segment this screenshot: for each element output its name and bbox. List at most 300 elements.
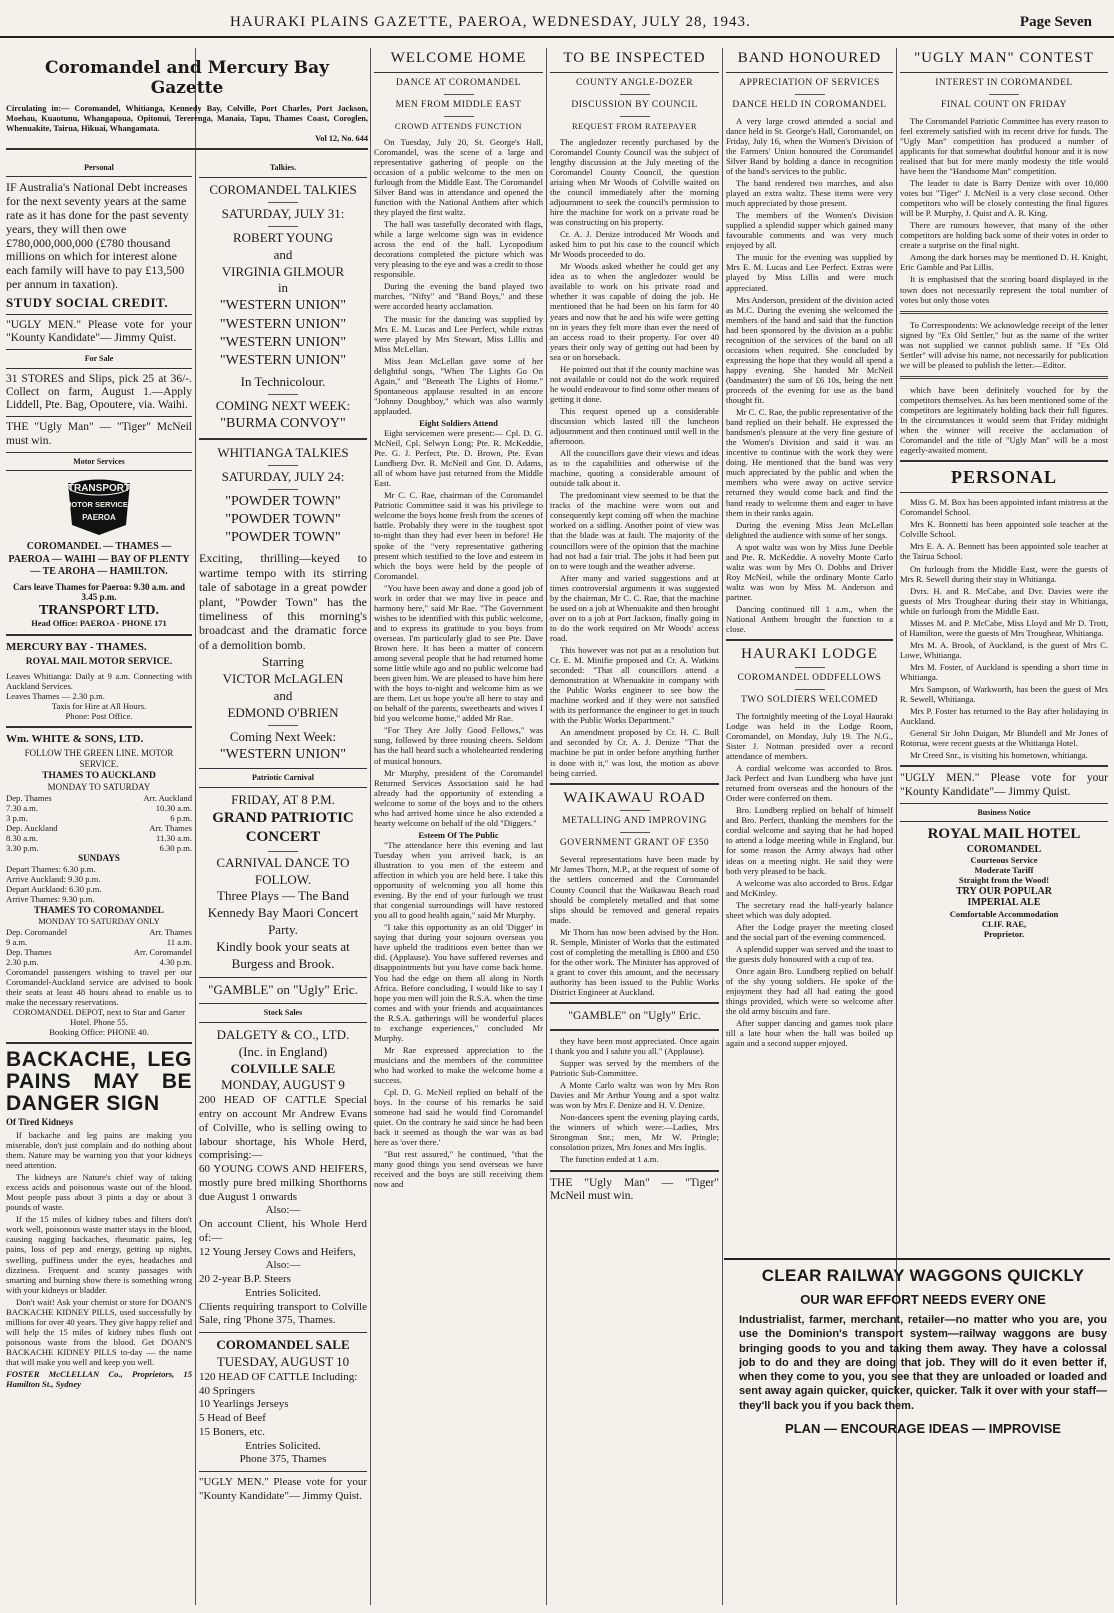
booking-office: Booking Office: PHONE 40.	[49, 1027, 149, 1038]
volume-number: Vol 12, No. 644	[315, 133, 368, 143]
ugly-p1: The Coromandel Patriotic Committee has every reason to feel extremely satisfied with its recent drive for funds. The "Ugly Man" competition has produced a number of applicants for that somewhat doubtful honour and it is now realised that but for mere manly modesty the title would have been the "Handsome Man" competition.	[900, 115, 1108, 176]
social-credit: STUDY SOCIAL CREDIT.	[6, 294, 169, 310]
band-p1: A very large crowd attended a social and dance held in St. George's Hall, Coromandel, on Friday, July 16, when the Women's Division of the Farmers' Union honoured the Coromandel Silver Band by holding a dance in recognition of the band's services to the public.	[726, 115, 893, 176]
tiger-ad: THE "Ugly Man" — "Tiger" McNeil must win.	[6, 421, 192, 447]
column-1	[6, 160, 192, 1608]
divider	[6, 314, 192, 315]
inspected-p10: An amendment proposed by Cr. H. C. Bull and seconded by Cr. A. J. Denize "That the machine be put in order before anything further is done with it," was lost, the motion as above being carried.	[550, 727, 719, 778]
timetable-cell: Arr. Auckland	[143, 792, 192, 803]
personal-item: Misses M. and P. McCabe, Miss Lloyd and Mr D. Trott, of Hamilton, were the guests of Mrs Troughear, Whitianga.	[900, 617, 1108, 638]
divider	[6, 368, 192, 369]
taxis: Taxis for Hire at All Hours.	[51, 701, 147, 712]
coming-next-week-2: Coming Next Week:	[229, 728, 337, 744]
gazette-banner	[6, 48, 368, 155]
welcome-sub-2: MEN FROM MIDDLE EAST	[395, 99, 522, 110]
ugly-men-ad-2: "UGLY MEN." Please vote for your "Kounty Kandidate"— Jimmy Quist.	[199, 1476, 367, 1502]
divider	[550, 1029, 719, 1031]
starring: Starring	[262, 654, 304, 670]
inspected-sub-1: COUNTY ANGLE-DOZER	[575, 77, 694, 88]
sale-12: 12 Young Jersey Cows and Heifers,	[199, 1245, 356, 1258]
divider	[199, 1003, 367, 1004]
divider	[374, 72, 543, 73]
sunday-times	[6, 864, 192, 904]
logo-text-motor: MOTOR SERVICES	[65, 500, 133, 510]
railway-ad	[739, 1266, 1107, 1442]
timetable-cell: Arr. Coromandel	[133, 946, 192, 957]
divider	[199, 768, 367, 769]
inspected-p6: All the councillors gave their views and ideas as to the capabilities and otherwise of the machine, quoting a considerable amount of outside talk about it.	[550, 448, 719, 489]
debt-notice: IF Australia's National Debt increases for the next seventy years at the same rate as it has done for the past seventy years, they will then owe £780,000,000,000 (£780 thousand millions on which for interest alone each family will have to pay £13,500 per annum in taxation).	[6, 180, 189, 291]
timetable-2	[6, 927, 192, 967]
kidney-p4: Don't wait! Ask your chemist or store for DOAN'S BACKACHE KIDNEY PILLS, used successfully by millions for over 40 years. They give happy relief and will help the 15 miles of kidney tubes flush out poisonous waste from the blood. Get DOAN'S BACKACHE KIDNEY PILLS to-day — the name that will make you well and keep you well.	[6, 1296, 192, 1367]
divider	[900, 765, 1108, 767]
backache-headline: BACKACHE, LEG PAINS MAY BE DANGER SIGN	[6, 1048, 192, 1116]
timetable-row	[6, 833, 192, 843]
section-for-sale: For Sale	[84, 354, 114, 364]
divider	[900, 311, 1108, 314]
royal-mail-hotel: ROYAL MAIL HOTEL	[927, 826, 1081, 843]
lodge-title: HAURAKI LODGE	[741, 646, 878, 663]
personal-item: General Sir John Duigan, Mr Blundell and Mr Jones of Rotorua, were recent guests at the Whitianga Hotel.	[900, 728, 1108, 749]
eight-soldiers: Eight Soldiers Attend	[419, 417, 498, 428]
coromandel-depot: COROMANDEL DEPOT, next to Star and Garter Hotel. Phone 55.	[12, 1007, 186, 1028]
section-patriotic: Patriotic Carnival	[252, 772, 314, 782]
timetable-row	[6, 843, 192, 853]
carnival-dance: CARNIVAL DANCE TO FOLLOW.	[216, 854, 350, 887]
sat-july-31: SATURDAY, JULY 31:	[221, 205, 345, 221]
welcome-sub-1: DANCE AT COROMANDEL	[396, 77, 521, 88]
column-rule	[546, 48, 547, 1605]
green-line: FOLLOW THE GREEN LINE. MOTOR SERVICE.	[24, 748, 174, 769]
divider	[726, 72, 893, 73]
divider	[6, 726, 192, 728]
three-plays: Three Plays — The Band Kennedy Bay Maori Concert Party.	[207, 888, 359, 938]
colville-sale: COLVILLE SALE	[230, 1060, 336, 1076]
welcome-p1: On Tuesday, July 20, St. George's Hall, Coromandel, was the scene of a large and representative gathering of people on the occasion of a public welcome to the men on furlough from the Middle East. The Coromandel Silver Band was in attendance and opened the function with the National Anthem after which they played the first waltz.	[374, 136, 543, 218]
ugly-sub-2: FINAL COUNT ON FRIDAY	[940, 99, 1067, 110]
rmh-try: TRY OUR POPULAR	[956, 885, 1052, 897]
kidney-p1: If backache and leg pains are making you miserable, don't just complain and do nothing about them. Nature may be warning you that your kidneys need attention.	[6, 1129, 192, 1171]
railway-ad-rule	[724, 1258, 1110, 1260]
timetable-cell: 11 a.m.	[166, 936, 192, 947]
ugly-p4: Among the dark horses may be mentioned D. H. Knight, Eric Gamble and Pat Lillis.	[900, 252, 1108, 273]
sale-item: 40 Springers	[199, 1384, 255, 1397]
divider	[199, 1471, 367, 1472]
divider	[6, 148, 368, 150]
waikawau-title: WAIKAWAU ROAD	[563, 789, 706, 806]
masthead-rule	[0, 36, 1114, 38]
personal-item: On furlough from the Middle East, were the guests of Mrs R. Sewell during their stay in Whitianga.	[900, 563, 1108, 584]
rmh-wood: Straight from the Wood!	[958, 875, 1050, 886]
timetable-cell: Dep. Auckland	[6, 822, 58, 833]
divider	[900, 460, 1108, 462]
inspected-p2: Cr. A. J. Denize introduced Mr Woods and asked him to put his case to the council which Mr Woods proceeded to do.	[550, 229, 719, 260]
welcome-p6: Eight servicemen were present:— Cpl. D. G. McNeil, Cpl. Selwyn Long; Pte. R. McKeddie, Pte. G. J. Perfect, Pte. D. Brown, Pte. Evan Lundberg Dvr. R. McNeil and Gnr. D. Adams, all of whom have just returned from the Middle East.	[374, 428, 543, 489]
inspected-p5: This request opened up a considerable discussion which lasted till the luncheon adjournment and then continued until well in the afternoon.	[550, 405, 719, 447]
tiger-ad-2: THE "Ugly Man" — "Tiger" McNeil must win.	[550, 1176, 719, 1202]
timetable-cell: 4.30 p.m.	[159, 956, 192, 967]
sunday-line: Depart Thames: 6.30 p.m.	[6, 863, 96, 874]
lodge-p2: A cordial welcome was accorded to Bros. Jack Perfect and Ivan Lundberg who have just returned from overseas and the honours of the Order were conferred on them.	[726, 763, 893, 804]
timetable-cell: 7.30 a.m.	[6, 802, 38, 813]
dalgety: DALGETY & CO., LTD.	[216, 1026, 350, 1042]
column-rule	[370, 48, 371, 1605]
entries-solicited-2: Entries Solicited.	[245, 1439, 321, 1452]
divider	[900, 821, 1108, 822]
divider	[795, 667, 825, 668]
lodge-p9: After supper dancing and games took place till a late hour when the hall was boiled up again and a second supper enjoyed.	[726, 1018, 893, 1049]
personal-item: Mrs E. A. A. Bennett has been appointed sole teacher at the Tairua School.	[900, 541, 1108, 562]
sale-item: 15 Boners, etc.	[199, 1425, 265, 1438]
coromandel-sale: COROMANDEL SALE	[216, 1337, 350, 1353]
burma-convoy: "BURMA CONVOY"	[220, 415, 346, 431]
powder-town-2: "POWDER TOWN"	[225, 512, 341, 528]
also-1: Also:—	[265, 1204, 301, 1217]
timetable-cell: 3.30 p.m.	[6, 842, 39, 853]
welcome-p12: "I take this opportunity as an old 'Digger' in saying that during your sojourn overseas you have upheld the traditions even better than we did. (Applause). You have suffered reverses and disappointments but you have come back home. You had the edge on them all along in North Africa. Before concluding, I would like to say I hope you men will join the R.S.A. when the time comes and with your friends and acquaintances the R.S.A. gatherings will be wonderful places to exchange experiences," concluded Mr Murphy.	[374, 922, 543, 1043]
transport-logo-icon	[62, 475, 136, 537]
band-p6: Mr C. C. Rae, the public representative of the band replied on their behalf. He expressed the bandsmen's pleasure at the very fine gesture of the Women's Division and said it was an incentive to continue with the work they were doing. He mentioned that the band was very much appreciated by the public and when the members who were away on active service returned they would come back and find the band ready to welcome them and eager to have them in their ranks again.	[726, 407, 893, 518]
timetable-row	[6, 793, 192, 803]
inspected-p4: He pointed out that if the county machine was not available or could not do the work required he would endeavour to find some other means of getting it done.	[550, 363, 719, 404]
divider	[268, 202, 298, 203]
divider	[268, 725, 298, 726]
divider	[199, 1022, 367, 1023]
mon-sat-only: MONDAY TO SATURDAY ONLY	[38, 915, 160, 926]
royal-mail-service: ROYAL MAIL MOTOR SERVICE.	[25, 656, 173, 667]
divider	[900, 376, 1108, 379]
thames-auckland: THAMES TO AUCKLAND	[42, 771, 156, 782]
divider	[900, 803, 1108, 804]
mercury-bay: MERCURY BAY - THAMES.	[6, 641, 147, 654]
gamble-ad: "GAMBLE" on "Ugly" Eric.	[208, 981, 358, 997]
cont-p5: The function ended at 1 a.m.	[560, 1154, 659, 1165]
cont-p3: A Monte Carlo waltz was won by Mrs Ron Davies and Mr Arthur Young and a spot waltz was won by Mrs F. Denize and H. V. Denize.	[550, 1080, 719, 1111]
leaves-thames: Leaves Thames — 2.30 p.m.	[6, 691, 105, 702]
white-sons: Wm. WHITE & SONS, LTD.	[6, 733, 144, 746]
divider	[6, 470, 192, 471]
ugly-men-ad-3: "UGLY MEN." Please vote for your "Kounty Kandidate"— Jimmy Quist.	[900, 772, 1108, 798]
inspected-p7: The predominant view seemed to be that the tracks of the machine were worn out and consequently kept coming off when the machine worked on a sidling. Another point of view was that the blade was at fault. The majority of the councillors were of the opinion that the machine had not had a fair trial. The jobs it had been put on to were tough and the weather adverse.	[550, 490, 719, 571]
rmh-tariff: Moderate Tariff	[974, 865, 1034, 876]
divider	[6, 416, 192, 417]
welcome-p4: The music for the dancing was supplied by Mrs E. M. Lucas and Lee Perfect, while extras were played by Mrs Stewart, Miss Lillis and Miss McLellan.	[374, 313, 543, 354]
divider	[900, 72, 1108, 73]
divider	[550, 1170, 719, 1172]
divider	[620, 116, 650, 117]
waikawau-sub-1: METALLING AND IMPROVING	[562, 816, 707, 827]
band-p2: The band rendered two marches, and also played an extra waltz. These items were very much appreciated by those present.	[726, 178, 893, 209]
divider	[268, 226, 298, 227]
sunday-line: Depart Auckland: 6.30 p.m.	[6, 883, 102, 894]
timetable-cell: 6.30 p.m.	[159, 842, 192, 853]
divider	[6, 634, 192, 636]
divider	[795, 94, 825, 95]
personal-item: Mr Creed Snr., is visiting his hometown, whitianga.	[910, 750, 1088, 761]
divider	[444, 94, 474, 95]
western-union-5: "WESTERN UNION"	[219, 746, 347, 762]
divider	[620, 94, 650, 95]
sundays: SUNDAYS	[78, 853, 120, 864]
ugly-sub-1: INTEREST IN COROMANDEL	[935, 77, 1073, 88]
divider	[268, 465, 298, 466]
band-p9: Dancing continued till 1 a.m., when the National Anthem brought the function to a close.	[726, 603, 893, 635]
ugly-p5: It is emphasised that the scoring board displayed in the town does not necessarily represent the total number of votes but only those votes	[900, 274, 1108, 305]
masthead-title: HAURAKI PLAINS GAZETTE, PAEROA, WEDNESDAY, JULY 28, 1943.	[230, 14, 751, 30]
divider	[6, 176, 192, 177]
victor-mclaglen: VICTOR McLAGLEN	[222, 671, 344, 687]
western-union-1: "WESTERN UNION"	[219, 298, 347, 314]
lodge-p6: After the Lodge prayer the meeting closed and the social part of the evening commenced.	[726, 921, 893, 942]
esteem-public: Esteem Of The Public	[418, 829, 499, 840]
sale-60: 60 YOUNG COWS AND HEIFERS, mostly pure bred milking Shorthorns due August 1 onwards	[199, 1163, 367, 1203]
welcome-p2: The hall was tastefully decorated with flags, while a large welcome sign was in evidence across the end of the hall. Lycopodium decorations completed the picture which was very pleasing to the eye and was a credit to those responsible.	[374, 219, 543, 280]
powder-town-1: "POWDER TOWN"	[225, 493, 341, 509]
sale-20: 20 2-year B.P. Steers	[199, 1273, 291, 1286]
coming-next-week: COMING NEXT WEEK:	[215, 397, 351, 413]
virginia-gilmour: VIRGINIA GILMOUR	[221, 263, 345, 279]
divider	[199, 787, 367, 788]
ugly-contest-title: "UGLY MAN" CONTEST	[914, 50, 1094, 66]
routes: COROMANDEL — THAMES — PAEROA — WAIHI — BAY OF PLENTY — TE AROHA — HAMILTON.	[8, 541, 190, 578]
kidney-p2: The kidneys are Nature's chief way of taking excess acids and poisonous waste out of the blood. Most people pass about 3 pints a day or about 3 pounds of waste.	[6, 1172, 192, 1213]
personal-list	[900, 497, 1108, 760]
timetable-row	[6, 927, 192, 937]
inspected-sub-2: DISCUSSION BY COUNCIL	[571, 99, 698, 110]
band-p8: A spot waltz was won by Miss June Deeble and Pte. R. McKeddie. A novelty Monte Carlo waltz was won by Mrs O. Dobbs and Driver Roy McNeil, while the ordinary Monte Carlo waltz was won by Miss M. Anderson and partner.	[726, 541, 893, 602]
transport-logo	[62, 475, 136, 537]
divider	[6, 349, 192, 350]
phone-375: Phone 375, Thames	[239, 1453, 327, 1466]
ugly-p3: There are rumours however, that many of the other competitors are holding back some of their votes in order to create a surprise on the final night.	[900, 220, 1108, 251]
western-union-4: "WESTERN UNION"	[219, 352, 347, 368]
section-talkies: Talkies.	[269, 163, 297, 172]
personal-item: Mrs K. Bonnetti has been appointed sole teacher at the Colville School.	[900, 519, 1108, 540]
divider	[6, 452, 192, 453]
whitianga-talkies: WHITIANGA TALKIES	[217, 445, 349, 461]
band-title: BAND HONOURED	[737, 50, 882, 66]
powder-town-blurb: Exciting, thrilling—keyed to wartime tempo with its stirring tale of sabotage in a great powder plant, "Powder Town" has the timeliness of this morning's broadcast and the dramatic force of a demolition bomb.	[199, 551, 367, 652]
cars-leave: Cars leave Thames for Paeroa: 9.30 a.m. and 3.45 p.m.	[13, 581, 185, 603]
and-text: and	[273, 246, 293, 262]
divider	[550, 783, 719, 785]
rmh-accom: Comfortable Accommodation	[949, 908, 1059, 919]
band-p3: The members of the Women's Division supplied a splendid supper which gained many favourable comments and was very much enjoyed by all.	[726, 210, 893, 251]
welcome-sub-3: CROWD ATTENDS FUNCTION	[394, 120, 523, 131]
welcome-p15: "But rest assured," he continued, "that the many good things you send overseas we have received and the boys are still receiving them now and	[374, 1149, 543, 1190]
kidney-p3: If the 15 miles of kidney tubes and filters don't work well, poisonous waste matter stays in the blood, causing nagging backaches, rheumatic pains, leg pains, loss of pep and energy, getting up nights, swelling, puffiness under the eyes, headaches and dizziness. Frequent and scanty passages with smarting and burning show there is something wrong with your kidneys or bladder.	[6, 1214, 192, 1295]
column-5	[726, 48, 893, 1260]
divider	[268, 489, 298, 490]
technicolour: In Technicolour.	[240, 374, 326, 390]
correspondents: To Correspondents: We acknowledge receipt of the letter signed by "Ex Old Settler," but as the name of the writer was not supplied we cannot publish same. If "Ex Old Settler" will advise his name, not necessarily for publication we will be pleased to publish the letter.—Editor.	[900, 319, 1108, 370]
cont-p4: Non-dancers spent the evening playing cards, the winners of which were:—Ladies, Mrs Strongman Snr.; men, Mr W. Pringle; consolation prizes, Mrs Jones and Mrs Inglis.	[550, 1112, 719, 1153]
section-business: Business Notice	[977, 807, 1031, 817]
tuesday-aug-10: TUESDAY, AUGUST 10	[216, 1354, 350, 1369]
sale-item: 5 Head of Beef	[199, 1412, 266, 1425]
timetable-cell: Arr. Thames	[149, 822, 192, 833]
column-3	[374, 48, 543, 1608]
clients-transport: Clients requiring transport to Colville Sale, ring 'Phone 375, Thames.	[199, 1300, 367, 1327]
railway-footer: PLAN — ENCOURAGE IDEAS — IMPROVISE	[785, 1421, 1061, 1437]
timetable-cell: 11.30 a.m.	[156, 832, 192, 843]
welcome-p14: Cpl. D. G. McNeil replied on behalf of the boys. In the course of his remarks he said someone had said he would find Coromandel quiet. On the contrary he said since he had been back it seemed as though the war was as bad here as 'over there.'	[374, 1087, 543, 1148]
personal-item: Miss G. M. Box has been appointed infant mistress at the Coromandel School.	[900, 497, 1108, 518]
and-text-2: and	[273, 687, 293, 703]
coromandel-talkies: COROMANDEL TALKIES	[209, 182, 357, 197]
welcome-p8: "You have been away and done a good job of work in order that we may live in peace and harmony here," said Mr Rae. "The Government wishes to be identified with this public welcome, and to express its gratitude to you boys from overseas. I'm particularly glad to see Pte. Dave Brown here. It has been a matter of concern among several people that he had returned home some little while ago and no public welcome had been given him. We are pleased to have him here with the boys to-night and welcome him as we are them. Let us hope you're all here to stay and on behalf of the parents, sweethearts and wives I bid you welcome home," added Mr Rae.	[374, 582, 543, 724]
section-stock-sales: Stock Sales	[263, 1007, 303, 1017]
divider	[795, 689, 825, 690]
personal-item: Mrs M. Foster, of Auckland is spending a short time in Whitianga.	[900, 661, 1108, 682]
robert-young: ROBERT YOUNG	[233, 229, 333, 245]
timetable-1	[6, 793, 192, 853]
lodge-sub-1: COROMANDEL ODDFELLOWS	[737, 672, 882, 683]
page-number: Page Seven	[1019, 14, 1092, 30]
head-office: Head Office: PAEROA - PHONE 171	[31, 618, 167, 629]
timetable-cell: Dep. Coromandel	[6, 926, 68, 937]
timetable-row	[6, 957, 192, 967]
lodge-p5: The secretary read the half-yearly balance sheet which was duly adopted.	[726, 899, 893, 920]
gamble-ad-2: "GAMBLE" on "Ugly" Eric.	[568, 1010, 701, 1023]
inspected-title: TO BE INSPECTED	[563, 50, 706, 66]
timetable-cell: 6 p.m.	[170, 812, 192, 823]
sale-120: 120 HEAD OF CATTLE Including:	[199, 1370, 358, 1383]
band-p7: During the evening Miss Jean McLellan delighted the audience with some of her songs.	[726, 519, 893, 540]
welcome-p5: Miss Jean McLellan gave some of her delightful songs, "When The Lights Go On Again," and "Beneath The Lights of Home." Spontaneous applause resulted in an encore "Johnny Doughboy," which was also warmly applauded.	[374, 355, 543, 416]
inspected-p9: This however was not put as a resolution but Cr. E. M. Minifie proposed and Cr. A. Watkins seconded: "That all councillors attend a demonstration at Whenuakite in company with the Public Works engineer to see how the machine worked and if they were not satisfied with its performance the engineer to get in touch with the Public Works Department."	[550, 645, 719, 726]
timetable-row	[6, 947, 192, 957]
divider	[726, 639, 893, 641]
monday-saturday: MONDAY TO SATURDAY	[47, 782, 151, 793]
rmh-proprietor: Proprietor.	[983, 928, 1025, 939]
ugly-men-ad: "UGLY MEN." Please vote for your "Kounty Kandidate"— Jimmy Quist.	[6, 318, 192, 345]
band-p4: The music for the evening was supplied by Mrs E. M. Lucas and Lee Perfect. Extras were played by Miss Lillis and were much appreciated.	[726, 252, 893, 293]
friday-8pm: FRIDAY, AT 8 P.M.	[231, 791, 335, 807]
sale-item: 10 Yearlings Jerseys	[199, 1398, 289, 1411]
welcome-p11: "The attendance here this evening and last Tuesday when you arrived back, is an illustration to you men of the esteem and affection in which you are held here. I take this opportunity of welcoming you all home this evening. By the end of your furlough we trust that congenial surroundings will have restored you all to good health again," said Mr Murphy.	[374, 839, 543, 921]
band-p5: Mrs Anderson, president of the division acted as M.C. During the evening she welcomed the members of the band and said that the function had been sponsored by the division as a public recognition of the services of the band on all occasions when required. She concluded by expressing the hope that they would all spend a happy evening. She handed Mr McNeil (bandmaster) the sum of £6 10s, being the nett proceeds of the evening for use as the band thought fit.	[726, 294, 893, 406]
waikawau-p1: Several representations have been made by Mr James Thorn, M.P., at the request of some of the settlers concerned and the Coromandel County Council that the Waikawau Beach road should be completely metalled and that some slips should be removed and general repairs made.	[550, 854, 719, 925]
sunday-line: Arrive Thames: 9.30 p.m.	[6, 893, 95, 904]
railway-subhead: OUR WAR EFFORT NEEDS EVERY ONE	[800, 1292, 1046, 1307]
timetable-cell: 10.30 a.m.	[155, 802, 192, 813]
rmh-clif: CLIF. RAE,	[981, 918, 1027, 929]
timetable-cell: 2.30 p.m.	[6, 956, 39, 967]
edmond-obrien: EDMOND O'BRIEN	[227, 704, 339, 720]
sale-200: 200 HEAD OF CATTLE Special entry on account Mr Andrew Evans of Colville, who is selling owing to labour shortage, his Whole Herd, comprising:—	[199, 1094, 367, 1162]
personal-item: Mrs Sampson, of Warkworth, has been the guest of Mrs R. Sewell, Whitianga.	[900, 684, 1108, 705]
rmh-coromandel: COROMANDEL	[966, 843, 1042, 855]
column-rule	[195, 48, 196, 1605]
account-client: On account Client, his Whole Herd of:—	[199, 1218, 367, 1244]
foster-mcclellan: FOSTER McCLELLAN Co., Proprietors, 15 Hamilton St., Sydney	[6, 1369, 192, 1390]
post-office-phone: Phone: Post Office.	[65, 711, 133, 722]
lodge-p8: Once again Bro. Lundberg replied on behalf of the shy young soldiers. He spoke of the enjoyment they had all had eating the good things provided, which were so welcome after the old army biscuits and fare.	[726, 966, 893, 1017]
also-2: Also:—	[265, 1259, 301, 1272]
logo-text-transport: TRANSPORT	[67, 483, 131, 495]
divider	[550, 1002, 719, 1004]
thames-coromandel: THAMES TO COROMANDEL	[33, 905, 165, 916]
welcome-p7: Mr C. C. Rae, chairman of the Coromandel Patriotic Committee said it was his privilege to welcome the boys home fresh from the scenes of battle. Probably they were in the toughest spot to-night than they had ever been in before! He spoke of the "very representative gathering present which testified to the love and esteem in which the boys were held by the people of Coromandel.	[374, 490, 543, 581]
ugly-p2: The leader to date is Barry Denize with over 10,000 votes but "Tiger" J. McNeil is a very close second. Other competitors who will be closely contesting the final figures will be P. Murphy, J. Quist and A. R. King.	[900, 178, 1108, 219]
divider	[620, 810, 650, 811]
gazette-title: Coromandel and Mercury Bay Gazette	[44, 58, 330, 98]
timetable-row	[6, 937, 192, 947]
lodge-p1: The fortnightly meeting of the Loyal Hauraki Lodge was held in the Lodge Room, Coromandel, on Monday, July 19. The N.G., Sister J. Notman presided over a record attendance of members.	[726, 710, 893, 762]
personal-item: Mrs P. Foster has returned to the Bay after holidaying in Auckland.	[900, 706, 1108, 727]
timetable-cell: 3 p.m.	[6, 812, 28, 823]
lodge-p4: A welcome was also accorded to Bros. Edgar and McKinley.	[726, 877, 893, 898]
tired-kidneys: Of Tired Kidneys	[6, 1117, 74, 1128]
inspected-sub-3: REQUEST FROM RATEPAYER	[572, 120, 697, 131]
welcome-p9: "For They Are Jolly Good Fellows," was sung, followed by three rousing cheers. Seldom has the hall heard such a wholehearted rendering of musical honours.	[374, 725, 543, 766]
western-union-3: "WESTERN UNION"	[219, 334, 347, 350]
lodge-p3: Bro. Lundberg replied on behalf of himself and Bro. Perfect, thanking the members for the cordial welcome and saying that he had hoped to attend a lodge meeting while in England, but for some reason the Army always had other ideas on a meeting night. He said they were both very pleased to be back.	[726, 805, 893, 876]
timetable-cell: Dep. Thames	[6, 792, 52, 803]
column-6	[900, 48, 1108, 1260]
inspected-p8: After many and varied suggestions and at times controversial arguments it was suggested by the chairman, Mr C. C. Rae, that the machine be used on a job at Whenuakite and then brought over on to a job at Port Jackson, finally going in to do the work required on Mr Woods' access road.	[550, 572, 719, 643]
timetable-row	[6, 823, 192, 833]
divider	[199, 177, 367, 178]
divider	[989, 94, 1019, 95]
timetable-cell: Dep. Thames	[6, 946, 52, 957]
grand-concert: GRAND PATRIOTIC CONCERT	[212, 809, 354, 846]
transport-ltd: TRANSPORT LTD.	[38, 602, 160, 618]
divider	[268, 394, 298, 395]
western-union-2: "WESTERN UNION"	[219, 316, 347, 332]
ugly-p6: which have been definitely vouched for by the competitors themselves. As has been mentioned some of the competitors are legitimately holding back their full figures. In the circumstances it would seem that Friday midnight when the winner will receive the acclamation of Coromandel and the title of "Ugly Man" will be a most eagerly-awaited moment.	[900, 384, 1108, 456]
welcome-home-title: WELCOME HOME	[390, 50, 527, 66]
stores-ad: 31 STORES and Slips, pick 25 at 36/-. Collect on farm, August 1.—Apply Liddell, Pte. Bag, Opoutere, via. Waihi.	[6, 372, 192, 412]
divider	[6, 1042, 192, 1044]
inspected-p3: Mr Woods asked whether he could get any idea as to when the angledozer would be available to work on his private road and whether it was capable of doing the job. He mentioned that he had been on his farm for 40 years and now that he and his wife were getting on in years they felt more than ever the need of an access road to their property. For over 40 years their only way of getting out had been by sea or on horseback.	[550, 261, 719, 362]
timetable-cell: 9 a.m.	[6, 936, 28, 947]
divider	[199, 438, 367, 440]
sat-july-24: SATURDAY, JULY 24:	[221, 468, 345, 484]
timetable-row	[6, 813, 192, 823]
leaves-whitianga: Leaves Whitianga: Daily at 9 a.m. Connecting with Auckland Services.	[6, 671, 192, 692]
waikawau-sub-2: GOVERNMENT GRANT OF £350	[559, 838, 710, 849]
monday-aug-9: MONDAY, AUGUST 9	[221, 1077, 345, 1093]
railway-body: Industrialist, farmer, merchant, retailer—no matter who you are, you use the Dominion's transport system—railway waggons are busy bringing goods to you and taking them away. They have a colossal job to do and they are doing that job. They will do it even better if, when they come to you, you see that they are unloaded or loaded and sent away again quicker, quicker, quicker. Talk it over with your staff—they'll back you if you back them.	[739, 1314, 1107, 1412]
divider	[199, 977, 367, 978]
divider	[550, 72, 719, 73]
column-rule	[722, 48, 723, 1605]
cont-p2: Supper was served by the members of the Patriotic Sub-Committee.	[550, 1058, 719, 1079]
sunday-line: Arrive Auckland: 9.30 p.m.	[6, 873, 101, 884]
section-personal: Personal	[84, 163, 114, 172]
divider	[444, 116, 474, 117]
column-2	[199, 160, 367, 1608]
welcome-p10: Mr Murphy, president of the Coromandel Returned Services Association said he had already had the opportunity of extending a welcome to some of the boys and to the others who had arrived home since he also extended a hearty welcome on behalf of the old "Diggers."	[374, 767, 543, 828]
timetable-row	[6, 803, 192, 813]
timetable-cell: Arr. Thames	[149, 926, 192, 937]
band-sub-2: DANCE HELD IN COROMANDEL	[732, 99, 887, 110]
lodge-p7: A splendid supper was served and the toast to the guests duly honoured with a cup of tea.	[726, 943, 893, 964]
personal-title: PERSONAL	[950, 467, 1057, 488]
divider	[268, 851, 298, 852]
timetable-cell: 8.30 a.m.	[6, 832, 38, 843]
personal-item: Dvrs. H. and R. McCabe, and Dvr. Davies were the guests of Mrs Troughear during their stay in Whitianga, while on furlough from the Middle East.	[900, 585, 1108, 616]
cont-p1: they have been most appreciated. Once again I thank you and I salute you all." (Applause).	[550, 1035, 719, 1057]
rmh-ale: IMPERIAL ALE	[967, 897, 1041, 909]
in-text: in	[277, 280, 289, 296]
circulation-note: Circulating in:— Coromandel, Whitianga, Kennedy Bay, Colville, Port Charles, Port Jackson, Moehau, Kuaotunu, Whangapoua, Opitonui, Tererenga, Manaia, Tapu, Thames Coast, Coroglen, Whenuakite, Tairua, Hikuai, Whangamata.	[6, 104, 368, 133]
sale-items	[199, 1385, 367, 1440]
powder-town-3: "POWDER TOWN"	[225, 530, 341, 546]
column-4	[550, 48, 719, 1608]
